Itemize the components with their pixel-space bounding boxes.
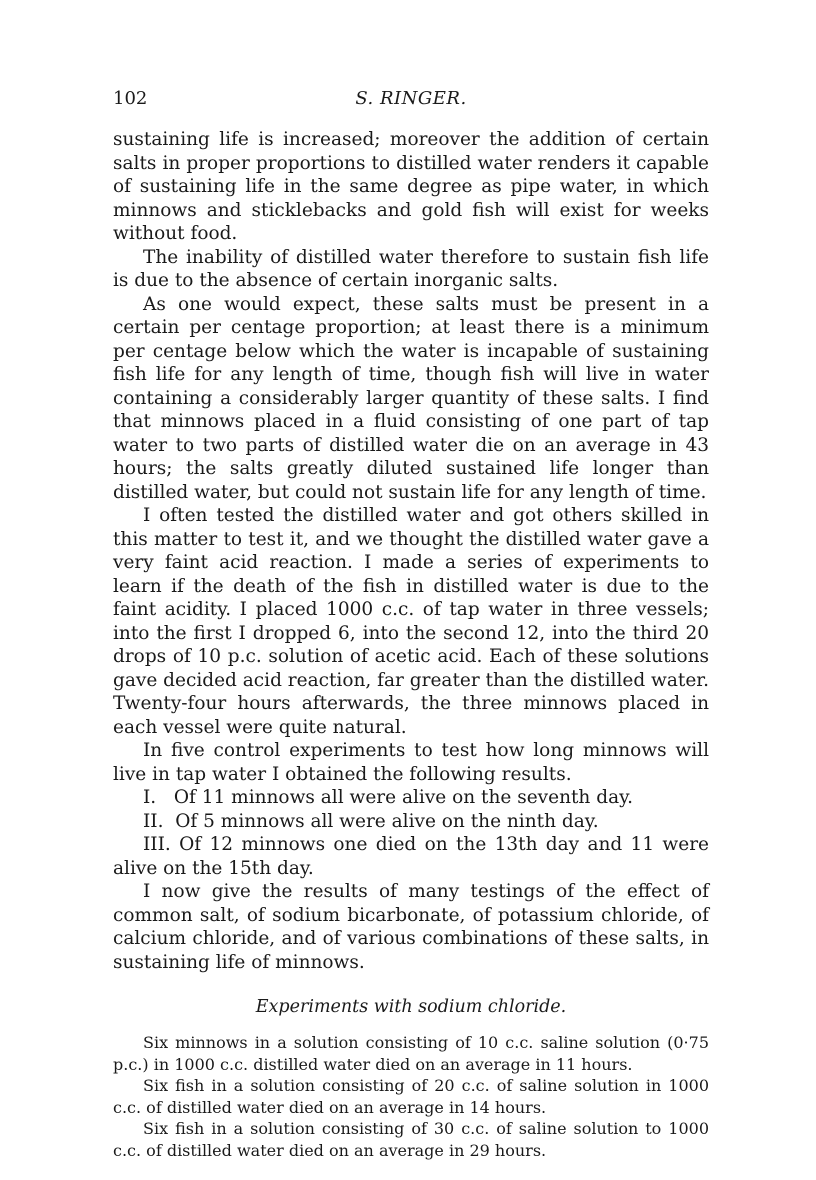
experiment-list [113, 1032, 709, 1161]
paragraph: The inability of distilled water therefore to sustain fish life is due to the absence of certain inorganic salts. [113, 246, 709, 291]
paragraph: I often tested the distilled water and got others skilled in this matter to test it, and we thought the distilled water gave a very faint acid reaction. I made a series of experiments to learn if the death of the fish in distilled water is due to the faint acidity. I placed 1000 c.c. of tap water in three vessels; into the first I dropped 6, into the second 12, into the third 20 drops of 10 p.c. solution of acetic acid. Each of these solutions gave decided acid reaction, far greater than the distilled water. Twenty-four hours afterwards, the three minnows placed in each vessel were quite natural. [113, 505, 709, 738]
page-number: 102 [113, 88, 148, 109]
paragraph: As one would expect, these salts must be present in a certain per centage proportion; at least there is a minimum per centage below which the water is incapable of sustaining fish life for any length of time, though fish will live in water containing a considerably larger quantity of these salts. I find that minnows placed in a fluid consisting of one part of tap water to two parts of distilled water die on an average in 43 hours; the salts greatly diluted sustained life longer than distilled water, but could not sustain life for any length of time. [113, 293, 709, 503]
main-text [113, 128, 709, 974]
result-item-2: II. Of 5 minnows all were alive on the ninth day. [143, 810, 599, 832]
book-page [113, 88, 709, 1161]
paragraph: In five control experiments to test how long minnows will live in tap water I obtained the following results. [113, 740, 709, 785]
result-item-3: III. Of 12 minnows one died on the 13th day and 11 were alive on the 15th day. [113, 834, 709, 879]
experiment-entry: Six fish in a solution consisting of 30 c.c. of saline solution to 1000 c.c. of distilled water died on an average in 29 hours. [113, 1119, 709, 1160]
section-heading: Experiments with sodium chloride. [255, 997, 567, 1017]
running-head: S. RINGER. [355, 88, 467, 109]
experiment-entry: Six minnows in a solution consisting of 10 c.c. saline solution (0·75 p.c.) in 1000 c.c. distilled water died on an average in 11 hours. [113, 1033, 709, 1074]
result-item-1: I. Of 11 minnows all were alive on the seventh day. [143, 787, 633, 808]
paragraph-continued: sustaining life is increased; moreover the addition of certain salts in proper proportions to distilled water renders it capable of sustaining life in the same degree as pipe water, in which minnows and sticklebacks and gold fish will exist for weeks without food. [113, 129, 709, 244]
page-header [113, 88, 709, 118]
paragraph: I now give the results of many testings of the effect of common salt, of sodium bicarbonate, of potassium chloride, of calcium chloride, and of various combinations of these salts, in sustaining life of minnows. [113, 881, 709, 973]
experiment-entry: Six fish in a solution consisting of 20 c.c. of saline solution in 1000 c.c. of distilled water died on an average in 14 hours. [113, 1076, 709, 1117]
